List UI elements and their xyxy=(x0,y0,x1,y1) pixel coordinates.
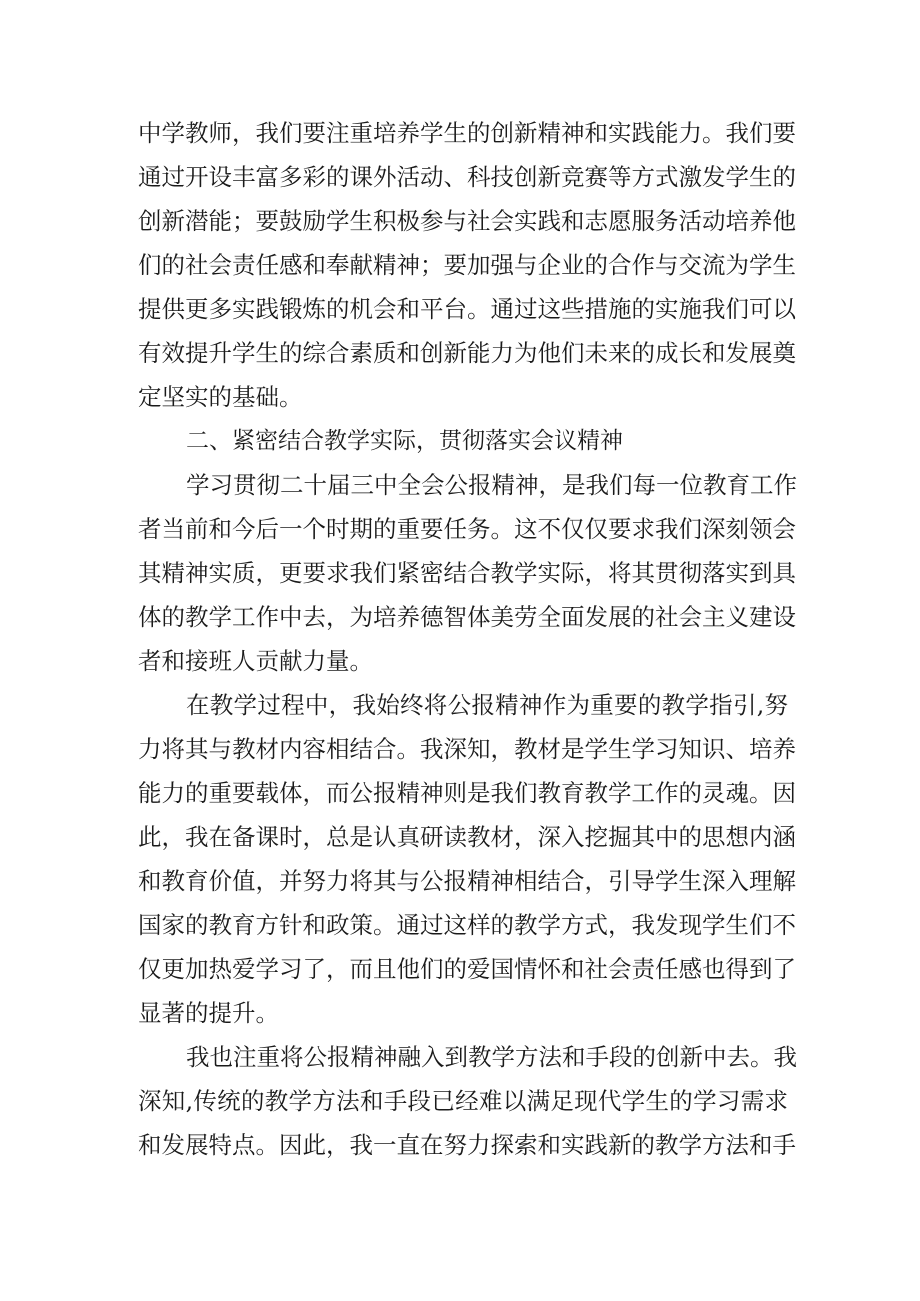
paragraph-line: 有效提升学生的综合素质和创新能力为他们未来的成长和发展奠 xyxy=(138,339,796,367)
paragraph-line: 们的社会责任感和奉献精神；要加强与企业的合作与交流为学生 xyxy=(138,251,796,279)
paragraph-line: 通过开设丰富多彩的课外活动、科技创新竞赛等方式激发学生的 xyxy=(138,163,796,191)
paragraph-line: 者当前和今后一个时期的重要任务。这不仅仅要求我们深刻领会 xyxy=(138,515,796,543)
paragraph-line: 显著的提升。 xyxy=(138,999,279,1027)
paragraph-line: 能力的重要载体，而公报精神则是我们教育教学工作的灵魂。因 xyxy=(138,779,796,807)
paragraph-line: 我也注重将公报精神融入到教学方法和手段的创新中去。我 xyxy=(186,1043,797,1071)
paragraph-line: 此，我在备课时，总是认真研读教材，深入挖掘其中的思想内涵 xyxy=(138,823,796,851)
paragraph-line: 创新潜能；要鼓励学生积极参与社会实践和志愿服务活动培养他 xyxy=(138,207,796,235)
paragraph-line: 深知,传统的教学方法和手段已经难以满足现代学生的学习需求 xyxy=(138,1087,788,1115)
paragraph-line: 中学教师，我们要注重培养学生的创新精神和实践能力。我们要 xyxy=(138,119,796,147)
paragraph-line: 在教学过程中，我始终将公报精神作为重要的教学指引,努 xyxy=(186,691,788,719)
paragraph-line: 学习贯彻二十届三中全会公报精神，是我们每一位教育工作 xyxy=(186,471,797,499)
paragraph-line: 体的教学工作中去，为培养德智体美劳全面发展的社会主义建设 xyxy=(138,603,796,631)
paragraph-line: 提供更多实践锻炼的机会和平台。通过这些措施的实施我们可以 xyxy=(138,295,796,323)
paragraph-line: 定坚实的基础。 xyxy=(138,383,303,411)
paragraph-line: 仅更加热爱学习了，而且他们的爱国情怀和社会责任感也得到了 xyxy=(138,955,796,983)
paragraph-line: 和教育价值，并努力将其与公报精神相结合，引导学生深入理解 xyxy=(138,867,796,895)
section-heading: 二、紧密结合教学实际，贯彻落实会议精神 xyxy=(186,428,623,454)
paragraph-line: 国家的教育方针和政策。通过这样的教学方式，我发现学生们不 xyxy=(138,911,796,939)
paragraph-line: 和发展特点。因此，我一直在努力探索和实践新的教学方法和手 xyxy=(138,1131,796,1159)
paragraph-line: 者和接班人贡献力量。 xyxy=(138,647,373,675)
paragraph-line: 力将其与教材内容相结合。我深知，教材是学生学习知识、培养 xyxy=(138,735,796,763)
paragraph-line: 其精神实质，更要求我们紧密结合教学实际，将其贯彻落实到具 xyxy=(138,559,796,587)
